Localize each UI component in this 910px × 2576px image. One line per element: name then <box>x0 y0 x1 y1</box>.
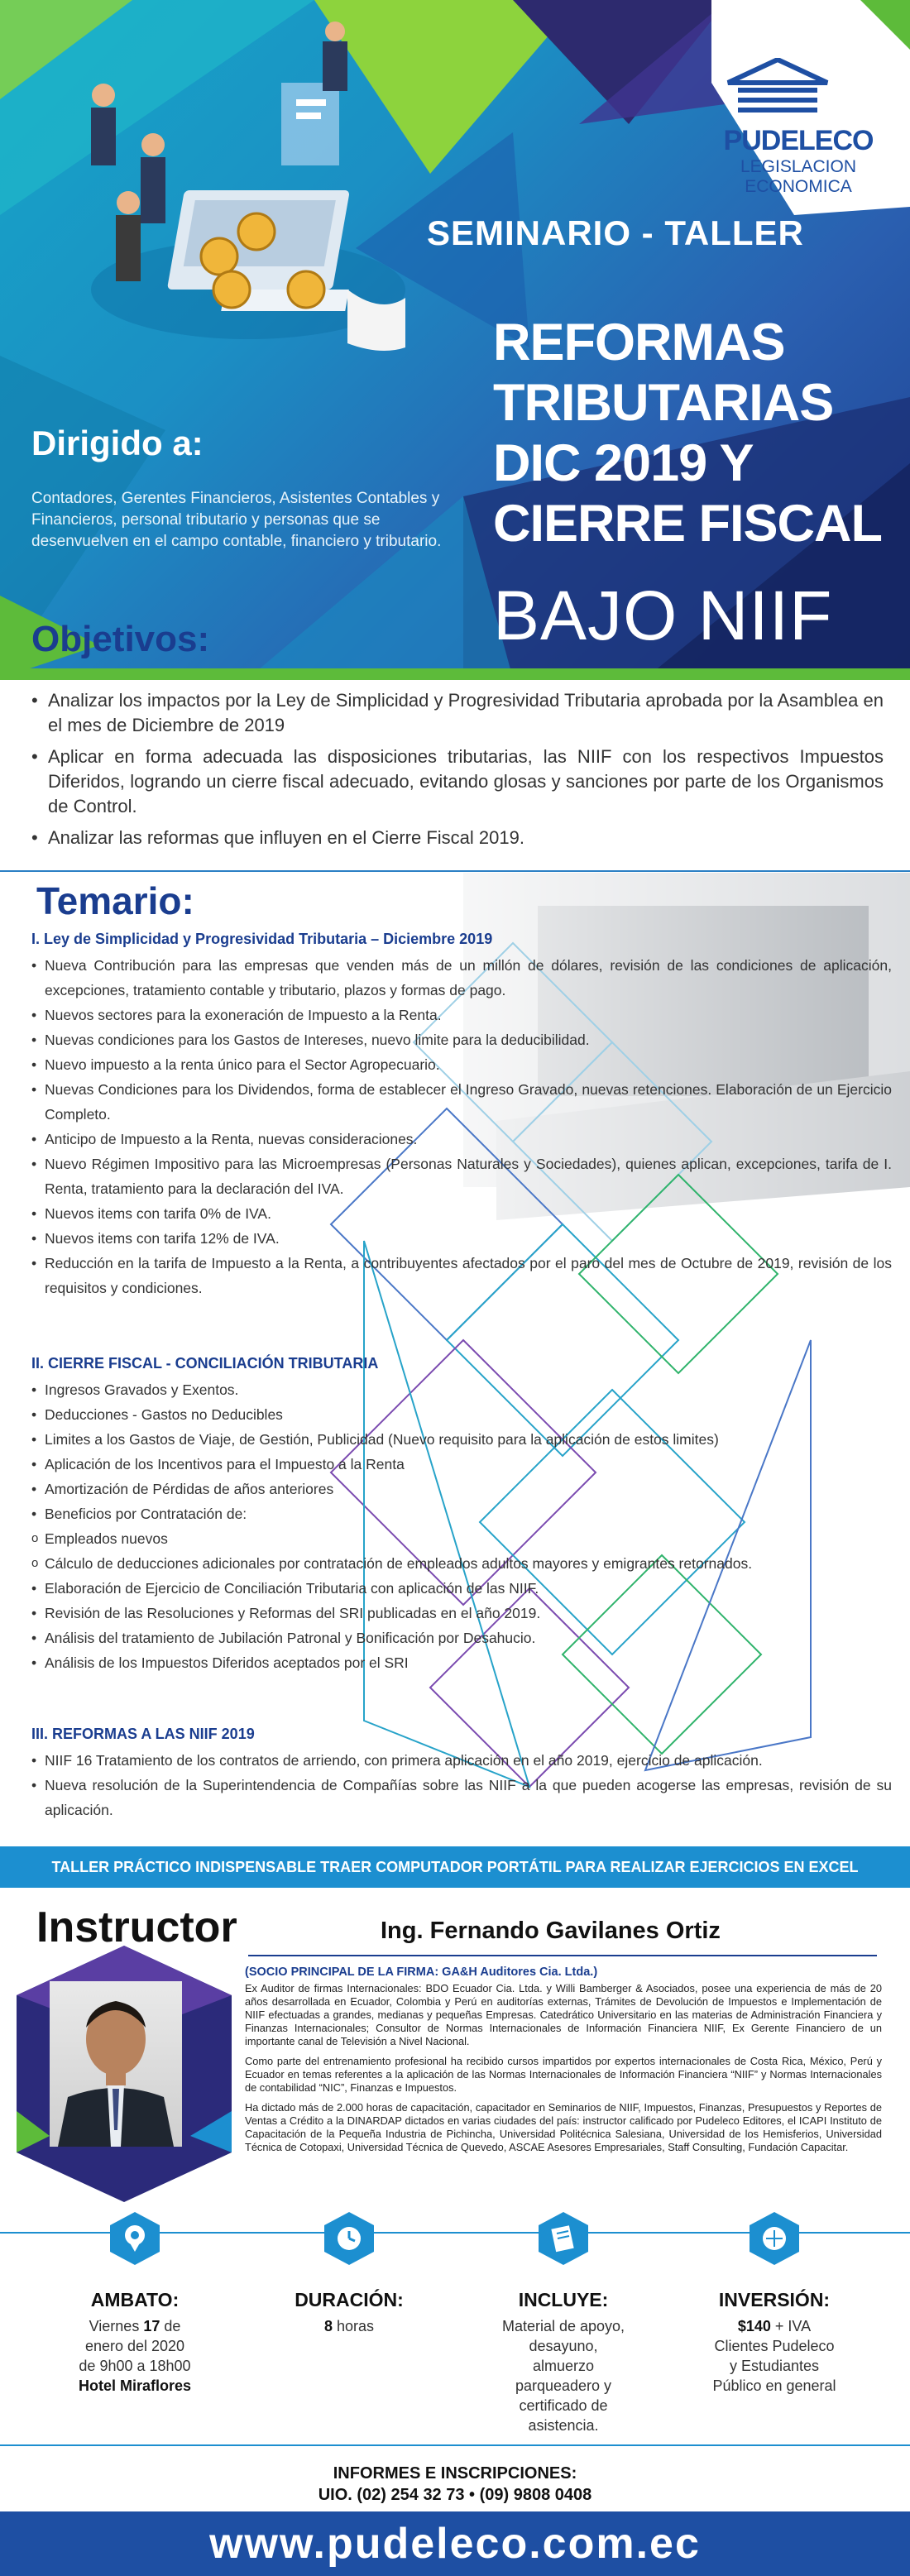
info-venue: Hotel Miraflores <box>78 2377 192 2394</box>
info-inversion <box>692 2210 857 2396</box>
temario-item: • Beneficios por Contratación de: <box>31 1501 892 1526</box>
objetivos-list <box>31 688 884 857</box>
temario-item: • Aplicación de los Incentivos para el Impuesto a la Renta <box>31 1452 892 1477</box>
info-line: Material de apoyo, <box>501 2318 625 2334</box>
info-title: AMBATO: <box>90 2289 180 2310</box>
temario-subitem: o Cálculo de deducciones adicionales por contratación de empleados adultos mayores y emigrantes retornados. <box>31 1551 892 1576</box>
bio-paragraph: Ha dictado más de 2.000 horas de capacitación, capacitador en Seminarios de NIIF, Impuestos, Finanzas, Presupuestos y Reportes de Ventas a Crédito a la DINARDAP dictados en varias ciudades del país: instructor calificado por Pudeleco Editores, el ICAPI Instituto de Capacitación de la Pequeña Industria de Pichincha, Universidad Politécnica Salesiana, Universidad de los Hemisferios, Universidad Técnica de Cotopaxi, Universidad Técnica de Quevedo, ASCAE Asesores Empresariales, Staff Consulting, Fundación Capacitar. <box>245 2101 882 2153</box>
taller-banner: TALLER PRÁCTICO INDISPENSABLE TRAER COMPUTADOR PORTÁTIL PARA REALIZAR EJERCICIOS EN EXCEL <box>0 1846 910 1888</box>
objetivos-title: Objetivos: <box>31 619 210 659</box>
temario-title: Temario: <box>36 879 194 922</box>
info-text <box>692 2316 857 2396</box>
info-hours: 8 <box>323 2318 333 2334</box>
info-incluye <box>481 2210 646 2435</box>
info-line: parqueadero y <box>515 2377 612 2394</box>
info-price: $140 <box>737 2318 771 2334</box>
bajo-niif-label: BAJO NIIF <box>493 577 833 654</box>
section-heading: I. Ley de Simplicidad y Progresividad Tributaria – Diciembre 2019 <box>31 931 493 947</box>
temario-item: • Elaboración de Ejercicio de Conciliación Tributaria con aplicación de las NIIF. <box>31 1576 892 1601</box>
temario-item: • Revisión de las Resoluciones y Reformas del SRI publicadas en el año 2019. <box>31 1601 892 1626</box>
info-line: de 9h00 a 18h00 <box>79 2358 191 2374</box>
bio-paragraph: Como parte del entrenamiento profesional ha recibido cursos impartidos por expertos internacionales de Costa Rica, México, Perú y Ecuador en temas referentes a la aplicación de las Normas Internacionales de Información Financiera “NIIF” y Normas Internacionales de contabilidad “NIC”, Finanzas e Impuestos. <box>245 2055 882 2094</box>
informes-phones: UIO. (02) 254 32 73 • (09) 9808 0408 <box>318 2486 592 2504</box>
info-title: INCLUYE: <box>518 2289 609 2310</box>
info-line: Clientes Pudeleco <box>714 2338 835 2354</box>
temario-section-3 <box>31 1726 892 1822</box>
website-link[interactable]: www.pudeleco.com.ec <box>0 2511 910 2576</box>
info-line: de <box>160 2318 181 2334</box>
document-icon <box>535 2210 592 2267</box>
info-day: 17 <box>143 2318 160 2334</box>
temario-subitem: o Empleados nuevos <box>31 1526 892 1551</box>
info-line: + IVA <box>770 2318 812 2334</box>
info-line: Viernes <box>89 2318 144 2334</box>
temario-item: • Reducción en la tarifa de Impuesto a la Renta, a contribuyentes afectados por el paro del mes de Octubre de 2019, revisión de los requisitos y condiciones. <box>31 1251 892 1300</box>
info-line: desayuno, <box>529 2338 598 2354</box>
objetivo-item: • Analizar las reformas que influyen en el Cierre Fiscal 2019. <box>31 826 884 850</box>
dirigido-text: Contadores, Gerentes Financieros, Asistentes Contables y Financieros, personal tributario y personas que se desenvuelven en el campo contable, financiero y tributario. <box>31 490 442 550</box>
seminario-taller-label: SEMINARIO - TALLER <box>427 213 804 252</box>
objetivos-bar <box>0 668 910 680</box>
logo-name: PUDELECO <box>723 125 874 156</box>
hero-title-line: DIC 2019 Y <box>493 434 754 492</box>
informes-block <box>0 2463 910 2506</box>
objetivo-item: • Aplicar en forma adecuada las disposiciones tributarias, las NIIF con los respectivos Impuestos Diferidos, logrando un cierre fiscal adecuado, evitando glosas y sanciones por parte de los Organismos de Control. <box>31 745 884 819</box>
info-bottom-divider <box>0 2444 910 2446</box>
instructor-bio <box>245 1966 882 2161</box>
instructor-underline <box>248 1955 877 1956</box>
info-line: y Estudiantes <box>729 2358 820 2374</box>
section-divider <box>0 870 910 872</box>
pudeleco-logo <box>720 58 877 215</box>
temario-item: • Deducciones - Gastos no Deducibles <box>31 1402 892 1427</box>
temario-item: • Nuevas condiciones para los Gastos de Intereses, nuevo limite para la deducibilidad. <box>31 1027 892 1052</box>
building-logo-icon <box>720 58 836 116</box>
info-text <box>266 2316 432 2336</box>
temario-item: • Nuevo impuesto a la renta único para el Sector Agropecuario. <box>31 1052 892 1077</box>
info-line: horas <box>332 2318 375 2334</box>
temario-item: • Nuevas Condiciones para los Dividendos, forma de establecer el Ingreso Gravado, nuevas retenciones. Elaboración de un Ejercicio Completo. <box>31 1077 892 1127</box>
temario-item: • Nuevos sectores para la exoneración de Impuesto a la Renta. <box>31 1003 892 1027</box>
clock-icon <box>321 2210 377 2267</box>
hero-title <box>493 313 882 554</box>
instructor-title: Instructor <box>36 1903 237 1951</box>
informes-title: INFORMES E INSCRIPCIONES: <box>333 2464 577 2483</box>
logo-sub-2: ECONOMICA <box>745 177 852 196</box>
temario-item: • Limites a los Gastos de Viaje, de Gestión, Publicidad (Nuevo requisito para la aplicación de estos limites) <box>31 1427 892 1452</box>
section-heading: III. REFORMAS A LAS NIIF 2019 <box>31 1726 255 1742</box>
temario-item: • Anticipo de Impuesto a la Renta, nuevas consideraciones. <box>31 1127 892 1152</box>
info-line: certificado de <box>519 2397 608 2414</box>
logo-sub-1: LEGISLACION <box>740 157 857 176</box>
instructor-name: Ing. Fernando Gavilanes Ortiz <box>381 1918 721 1944</box>
info-text <box>52 2316 218 2396</box>
info-ambato <box>52 2210 218 2396</box>
info-text <box>481 2316 646 2435</box>
info-line: almuerzo <box>532 2358 595 2374</box>
temario-section-1 <box>31 931 892 1300</box>
hero-title-line: CIERRE FISCAL <box>493 495 883 553</box>
temario-item: • Nuevos items con tarifa 0% de IVA. <box>31 1201 892 1226</box>
info-title: INVERSIÓN: <box>718 2289 831 2310</box>
temario-item: • NIIF 16 Tratamiento de los contratos de arriendo, con primera aplicación en el año 2019, ejercicio de aplicación. <box>31 1748 892 1773</box>
coin-icon <box>746 2210 802 2267</box>
temario-item: • Nuevos items con tarifa 12% de IVA. <box>31 1226 892 1251</box>
hero-banner <box>0 0 910 678</box>
hero-title-line: TRIBUTARIAS <box>493 374 834 432</box>
temario-item: • Análisis del tratamiento de Jubilación Patronal y Bonificación por Desahucio. <box>31 1626 892 1650</box>
hero-title-line: REFORMAS <box>493 314 785 371</box>
temario-item: • Ingresos Gravados y Exentos. <box>31 1377 892 1402</box>
instructor-photo <box>50 1981 182 2147</box>
section-heading: II. CIERRE FISCAL - CONCILIACIÓN TRIBUTARIA <box>31 1355 379 1372</box>
info-title: DURACIÓN: <box>295 2289 404 2310</box>
person-avatar-icon <box>50 1981 182 2147</box>
info-line: Público en general <box>712 2377 836 2394</box>
info-line: asistencia. <box>528 2417 599 2434</box>
temario-item: • Nueva Contribución para las empresas que venden más de un millón de dólares, revisión de las condiciones de aplicación, excepciones, tratamiento contable y tributario, plazos y formas de pago. <box>31 953 892 1003</box>
temario-section-2 <box>31 1355 892 1675</box>
location-pin-icon <box>107 2210 163 2267</box>
temario-item: • Nueva resolución de la Superintendencia de Compañías sobre las NIIF a la que pueden acogerse las empresas, revisión de su aplicación. <box>31 1773 892 1822</box>
info-line: enero del 2020 <box>84 2338 185 2354</box>
temario-item: • Análisis de los Impuestos Diferidos aceptados por el SRI <box>31 1650 892 1675</box>
dirigido-title: Dirigido a: <box>31 424 204 462</box>
objetivo-item: • Analizar los impactos por la Ley de Simplicidad y Progresividad Tributaria aprobada por la Asamblea en el mes de Diciembre de 2019 <box>31 688 884 738</box>
temario-item: • Nuevo Régimen Impositivo para las Microempresas (Personas Naturales y Sociedades), quienes aplican, excepciones, tarifa de I. Renta, tratamiento para la declaración del IVA. <box>31 1152 892 1201</box>
bio-paragraph: Ex Auditor de firmas Internacionales: BDO Ecuador Cia. Ltda. y Willi Bamberger & Asociados, posee una experiencia de más de 20 años desarrollada en Ecuador, Colombia y Perú en auditorías externas, Trámites de Devolución de Impuestos e Implementación de NIIF efectuadas a grandes, medianas y pequeñas Empresas. Catedrático Universitario en las materias de Administración Financiera y Finanzas Internacionales; Consultor de Normas Internacionales de Información Financiera NIIF, Ex Gerente Financiero de un importante canal de Televisión a Nivel Nacional. <box>245 1982 882 2047</box>
info-duracion <box>266 2210 432 2336</box>
business-illustration-icon <box>50 17 414 364</box>
temario-item: • Amortización de Pérdidas de años anteriores <box>31 1477 892 1501</box>
instructor-role: (SOCIO PRINCIPAL DE LA FIRMA: GA&H Auditores Cia. Ltda.) <box>245 1966 598 1979</box>
